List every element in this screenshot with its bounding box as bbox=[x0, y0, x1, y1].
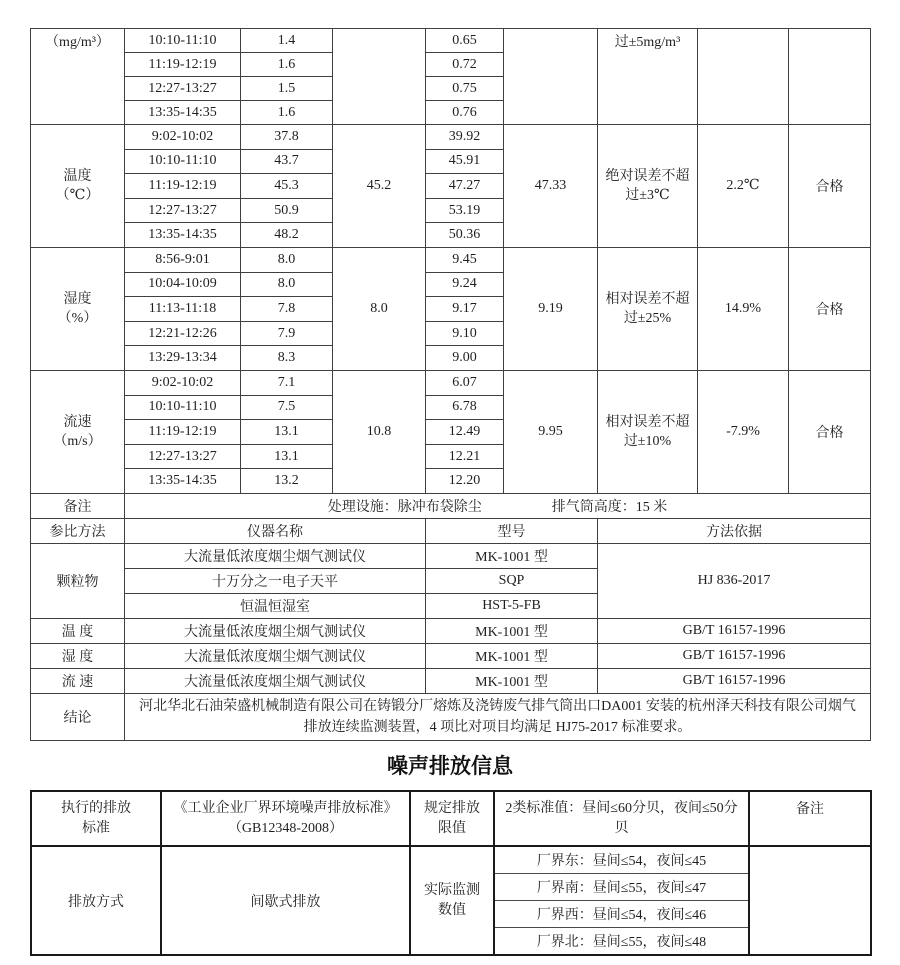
cell-time: 12:21-12:26 bbox=[125, 321, 241, 346]
cell-criterion: 相对误差不超过±10% bbox=[598, 370, 698, 493]
cems-comparison-table bbox=[30, 28, 871, 741]
cell-cems-value: 7.9 bbox=[241, 321, 333, 346]
noise-remark-empty bbox=[749, 846, 871, 955]
noise-value-row bbox=[495, 928, 748, 955]
cell-criterion: 绝对误差不超过±3℃ bbox=[598, 125, 698, 248]
noise-value-row bbox=[495, 874, 748, 901]
cell-ref-value: 12.49 bbox=[426, 420, 504, 445]
cell-instrument: 十万分之一电子天平 bbox=[125, 568, 426, 593]
cell-ref-value: 6.78 bbox=[426, 395, 504, 420]
param-name: 流速 bbox=[63, 414, 92, 430]
param-name: 温度 bbox=[63, 168, 92, 184]
noise-actual-values bbox=[494, 846, 749, 955]
cell-model: MK-1001 型 bbox=[426, 618, 598, 643]
cell-instrument: 大流量低浓度烟尘烟气测试仪 bbox=[125, 543, 426, 568]
cell-criterion: 过±5mg/m³ bbox=[598, 29, 698, 125]
cell-ref-value: 0.75 bbox=[426, 77, 504, 101]
cell-result: 合格 bbox=[789, 370, 871, 493]
cell-cems-value: 7.5 bbox=[241, 395, 333, 420]
cell-result: 合格 bbox=[789, 247, 871, 370]
cell-time: 10:10-11:10 bbox=[125, 149, 241, 174]
table-row bbox=[31, 125, 871, 150]
cell-time: 10:10-11:10 bbox=[125, 29, 241, 53]
noise-actual-label-text: 实际监测数值 bbox=[424, 882, 480, 918]
cell-time: 12:27-13:27 bbox=[125, 77, 241, 101]
cell-time: 10:10-11:10 bbox=[125, 395, 241, 420]
noise-value-east: 厂界东：昼间≤54，夜间≤45 bbox=[495, 847, 748, 874]
cell-model: MK-1001 型 bbox=[426, 643, 598, 668]
param-name: 湿度 bbox=[63, 291, 92, 307]
cell-basis: GB/T 16157-1996 bbox=[598, 668, 871, 693]
cell-ref-avg: 47.33 bbox=[504, 125, 598, 248]
cell-cems-value: 8.3 bbox=[241, 346, 333, 371]
cell-time: 11:19-12:19 bbox=[125, 174, 241, 199]
noise-standard-row bbox=[31, 791, 871, 846]
cell-cems-value: 1.6 bbox=[241, 101, 333, 125]
cell-cems-value: 1.6 bbox=[241, 53, 333, 77]
noise-limit-value: 2类标准值：昼间≤60分贝，夜间≤50分贝 bbox=[494, 791, 749, 846]
method-header-instrument: 仪器名称 bbox=[125, 518, 426, 543]
cell-ref-value: 9.24 bbox=[426, 272, 504, 297]
cell-time: 12:27-13:27 bbox=[125, 444, 241, 469]
table-row bbox=[31, 370, 871, 395]
cell-time: 11:13-11:18 bbox=[125, 297, 241, 322]
method-header-label: 参比方法 bbox=[31, 518, 125, 543]
pm-method-label: 颗粒物 bbox=[31, 543, 125, 618]
cell-basis: GB/T 16157-1996 bbox=[598, 643, 871, 668]
cell-model: SQP bbox=[426, 568, 598, 593]
noise-mode-value: 间歇式排放 bbox=[161, 846, 410, 955]
cell-time: 11:19-12:19 bbox=[125, 53, 241, 77]
param-unit-pm: （mg/m³） bbox=[31, 29, 125, 125]
noise-actual-label bbox=[410, 846, 494, 955]
cell-ref-value: 0.65 bbox=[426, 29, 504, 53]
cell-cems-value: 48.2 bbox=[241, 223, 333, 248]
cell-instrument: 恒温恒湿室 bbox=[125, 593, 426, 618]
cell-error: -7.9% bbox=[698, 370, 789, 493]
cell-time: 13:35-14:35 bbox=[125, 223, 241, 248]
noise-value-south: 厂界南：昼间≤55，夜间≤47 bbox=[495, 874, 748, 901]
cell-ref-value: 6.07 bbox=[426, 370, 504, 395]
cell-time: 10:04-10:09 bbox=[125, 272, 241, 297]
cell-cems-avg: 45.2 bbox=[333, 125, 426, 248]
cell-ref-value: 9.10 bbox=[426, 321, 504, 346]
cell-ref-value: 9.00 bbox=[426, 346, 504, 371]
method-header-row bbox=[31, 518, 871, 543]
remark-stack-height: 排气筒高度：15 米 bbox=[551, 499, 668, 515]
cell-cems-avg: 10.8 bbox=[333, 370, 426, 493]
noise-value-west: 厂界西：昼间≤54，夜间≤46 bbox=[495, 901, 748, 928]
remark-row bbox=[31, 493, 871, 518]
cell-ref-avg: 9.95 bbox=[504, 370, 598, 493]
cell-time: 8:56-9:01 bbox=[125, 247, 241, 272]
cell-ref-value: 50.36 bbox=[426, 223, 504, 248]
noise-standard-label-text: 执行的排放标准 bbox=[61, 800, 131, 836]
conclusion-row bbox=[31, 693, 871, 740]
cell-ref-value: 39.92 bbox=[426, 125, 504, 150]
param-unit: （%） bbox=[57, 310, 98, 326]
cell-time: 11:19-12:19 bbox=[125, 420, 241, 445]
cell-basis: HJ 836-2017 bbox=[598, 543, 871, 618]
cell-cems-value: 13.1 bbox=[241, 444, 333, 469]
table-row bbox=[31, 29, 871, 53]
pm-method-row bbox=[31, 543, 871, 568]
cell-cems-value: 37.8 bbox=[241, 125, 333, 150]
noise-table bbox=[30, 790, 872, 956]
cell-cems-value: 8.0 bbox=[241, 247, 333, 272]
param-unit: （℃） bbox=[55, 187, 100, 203]
cell-time: 9:02-10:02 bbox=[125, 125, 241, 150]
method-row-velocity bbox=[31, 668, 871, 693]
cell-empty bbox=[333, 29, 426, 125]
cell-ref-value: 12.20 bbox=[426, 469, 504, 494]
cell-ref-value: 45.91 bbox=[426, 149, 504, 174]
noise-value-north: 厂界北：昼间≤55，夜间≤48 bbox=[536, 935, 707, 950]
cell-time: 12:27-13:27 bbox=[125, 198, 241, 223]
conclusion-text: 河北华北石油荣盛机械制造有限公司在铸锻分厂熔炼及浇铸废气排气筒出口DA001 安装的杭州泽天科技有限公司烟气排放连续监测装置，4 项比对项目均满足 HJ75-2017 标准要求。 bbox=[125, 693, 871, 740]
cell-empty bbox=[789, 29, 871, 125]
noise-standard-name: 《工业企业厂界环境噪声排放标准》（GB12348-2008） bbox=[161, 791, 410, 846]
cell-cems-value: 7.8 bbox=[241, 297, 333, 322]
cell-cems-value: 7.1 bbox=[241, 370, 333, 395]
cell-model: MK-1001 型 bbox=[426, 668, 598, 693]
cell-empty bbox=[504, 29, 598, 125]
cell-param-label: 温 度 bbox=[31, 618, 125, 643]
noise-values-grid bbox=[495, 847, 748, 954]
cell-cems-value: 1.4 bbox=[241, 29, 333, 53]
cell-ref-value: 0.76 bbox=[426, 101, 504, 125]
cell-model: HST-5-FB bbox=[426, 593, 598, 618]
cell-instrument: 大流量低浓度烟尘烟气测试仪 bbox=[125, 618, 426, 643]
cell-ref-value: 9.45 bbox=[426, 247, 504, 272]
cell-error: 14.9% bbox=[698, 247, 789, 370]
cell-result: 合格 bbox=[789, 125, 871, 248]
param-velocity bbox=[31, 370, 125, 493]
noise-mode-label: 排放方式 bbox=[31, 846, 161, 955]
method-header-model: 型号 bbox=[426, 518, 598, 543]
cell-error: 2.2℃ bbox=[698, 125, 789, 248]
cell-cems-value: 50.9 bbox=[241, 198, 333, 223]
remark-facility: 处理设施：脉冲布袋除尘 bbox=[327, 499, 482, 515]
cell-cems-value: 45.3 bbox=[241, 174, 333, 199]
cell-model: MK-1001 型 bbox=[426, 543, 598, 568]
conclusion-label: 结论 bbox=[31, 693, 125, 740]
param-temperature bbox=[31, 125, 125, 248]
noise-value-row bbox=[495, 847, 748, 874]
method-row-temperature bbox=[31, 618, 871, 643]
cell-time: 13:29-13:34 bbox=[125, 346, 241, 371]
cell-ref-value: 12.21 bbox=[426, 444, 504, 469]
remark-label: 备注 bbox=[31, 493, 125, 518]
noise-value-row bbox=[495, 901, 748, 928]
cell-cems-value: 13.1 bbox=[241, 420, 333, 445]
cell-ref-value: 47.27 bbox=[426, 174, 504, 199]
cell-ref-avg: 9.19 bbox=[504, 247, 598, 370]
cell-time: 13:35-14:35 bbox=[125, 101, 241, 125]
param-humidity bbox=[31, 247, 125, 370]
method-header-basis: 方法依据 bbox=[598, 518, 871, 543]
cell-basis: GB/T 16157-1996 bbox=[598, 618, 871, 643]
cell-param-label: 湿 度 bbox=[31, 643, 125, 668]
table-row bbox=[31, 247, 871, 272]
noise-emission-row bbox=[31, 846, 871, 955]
cell-cems-value: 13.2 bbox=[241, 469, 333, 494]
cell-cems-value: 8.0 bbox=[241, 272, 333, 297]
cell-ref-value: 53.19 bbox=[426, 198, 504, 223]
cell-cems-value: 1.5 bbox=[241, 77, 333, 101]
noise-standard-label bbox=[31, 791, 161, 846]
cell-param-label: 流 速 bbox=[31, 668, 125, 693]
noise-remark-label: 备注 bbox=[749, 791, 871, 846]
cell-empty bbox=[698, 29, 789, 125]
noise-limit-label-text: 规定排放限值 bbox=[424, 800, 480, 836]
cell-criterion: 相对误差不超过±25% bbox=[598, 247, 698, 370]
cell-cems-avg: 8.0 bbox=[333, 247, 426, 370]
cell-instrument: 大流量低浓度烟尘烟气测试仪 bbox=[125, 668, 426, 693]
cell-time: 9:02-10:02 bbox=[125, 370, 241, 395]
noise-section-title: 噪声排放信息 bbox=[387, 755, 513, 778]
param-unit: （m/s） bbox=[53, 433, 102, 449]
cell-cems-value: 43.7 bbox=[241, 149, 333, 174]
remark-content bbox=[125, 493, 871, 518]
noise-limit-label bbox=[410, 791, 494, 846]
cell-ref-value: 9.17 bbox=[426, 297, 504, 322]
cell-ref-value: 0.72 bbox=[426, 53, 504, 77]
cell-instrument: 大流量低浓度烟尘烟气测试仪 bbox=[125, 643, 426, 668]
cell-time: 13:35-14:35 bbox=[125, 469, 241, 494]
method-row-humidity bbox=[31, 643, 871, 668]
